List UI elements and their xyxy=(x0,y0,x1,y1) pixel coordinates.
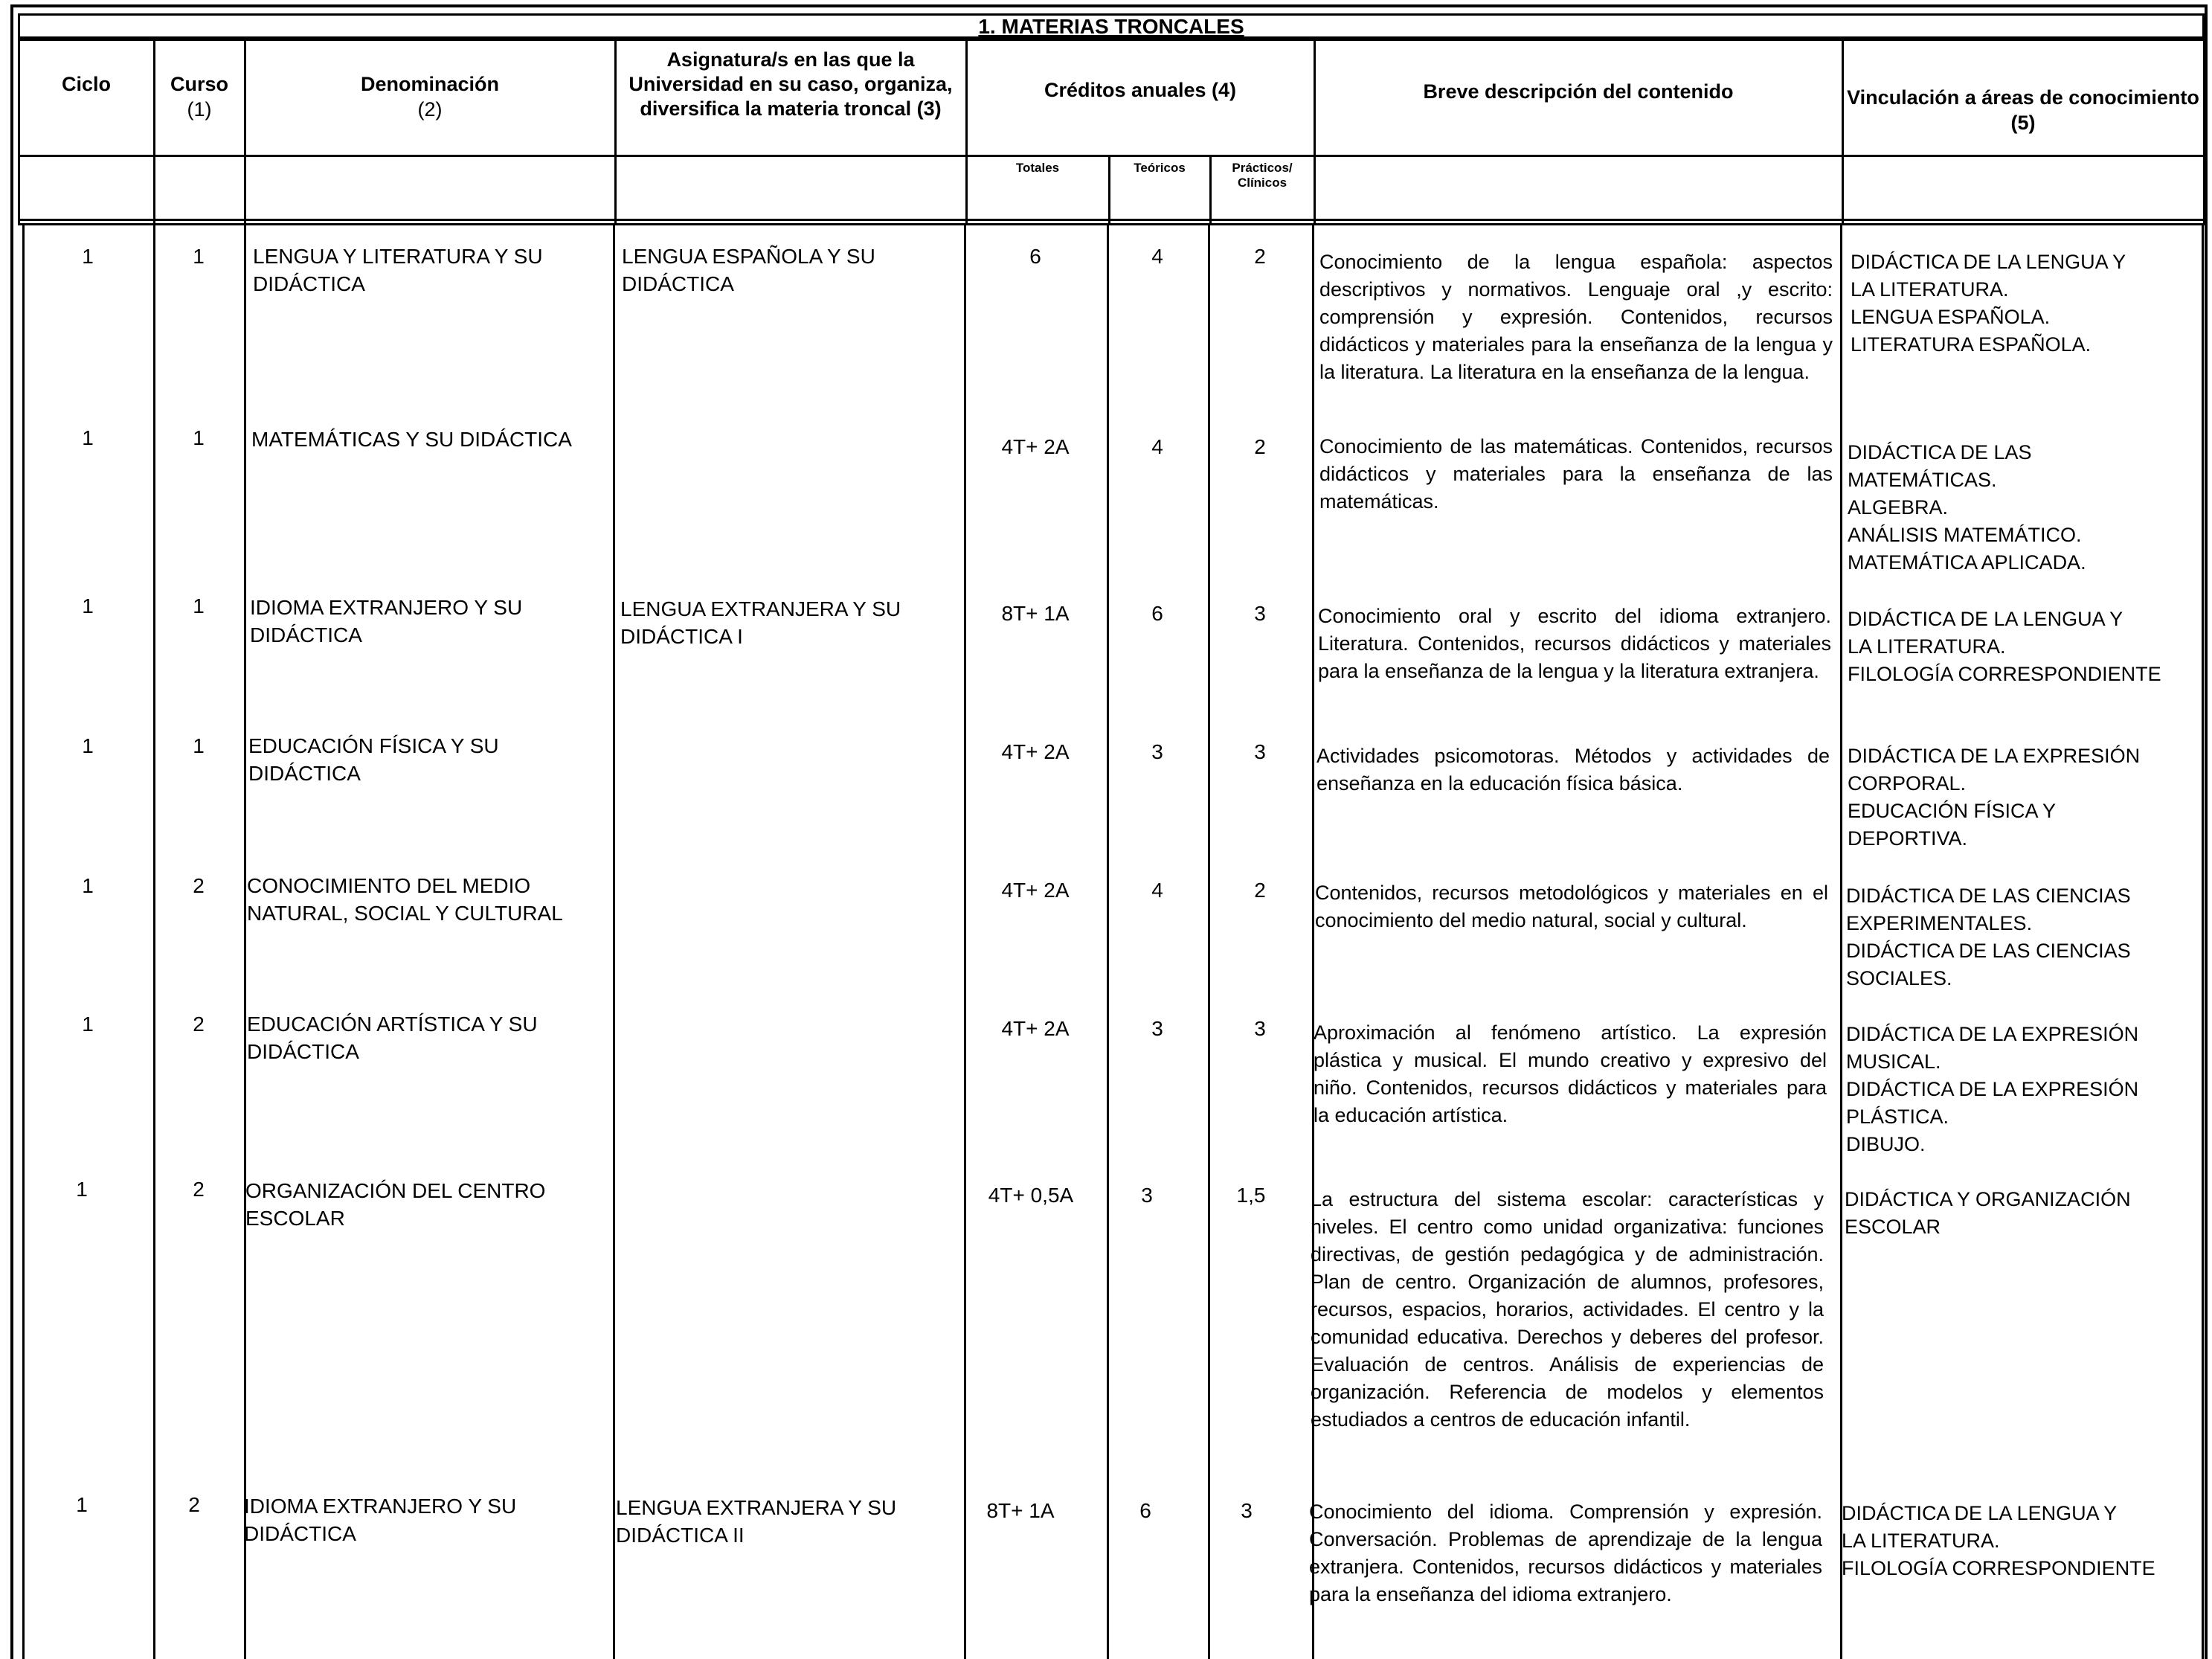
cell-teoricos: 3 xyxy=(1151,1017,1163,1040)
cell-practicos: 3 xyxy=(1254,740,1266,763)
hdr-col-line xyxy=(965,39,968,223)
header-curso xyxy=(155,71,244,122)
cell-teoricos: 4 xyxy=(1151,435,1163,458)
area-line: DIDÁCTICA DE LAS CIENCIAS xyxy=(1846,885,2131,907)
hdr-col-line xyxy=(2203,39,2205,223)
cell-practicos: 2 xyxy=(1254,879,1266,902)
cell-descripcion: Contenidos, recursos metodológicos y materiales en el conocimiento del medio natural, social y cultural. xyxy=(1315,882,1828,931)
cell-denominacion: IDIOMA EXTRANJERO Y SU DIDÁCTICA xyxy=(244,1495,517,1545)
area-line: ANÁLISIS MATEMÁTICO. xyxy=(1848,524,2082,546)
area-line: DIDÁCTICA DE LA EXPRESIÓN xyxy=(1848,745,2141,767)
cell-curso: 2 xyxy=(193,1013,205,1036)
cell-teoricos: 4 xyxy=(1151,879,1163,902)
cell-descripcion: Conocimiento oral y escrito del idioma extranjero. Literatura. Contenidos, recursos didácticos y materiales para la enseñanza de la lengua y la literatura extranjera. xyxy=(1318,605,1831,682)
cell-asignatura: LENGUA EXTRANJERA Y SU DIDÁCTICA II xyxy=(616,1496,897,1547)
area-line: DIDÁCTICA DE LA LENGUA Y xyxy=(1851,251,2126,273)
area-line: DIDÁCTICA DE LAS xyxy=(1848,441,2032,463)
area-line: LENGUA ESPAÑOLA. xyxy=(1851,306,2051,328)
area-line: ALGEBRA. xyxy=(1848,496,1949,519)
area-line: EXPERIMENTALES. xyxy=(1846,912,2033,934)
cell-areas xyxy=(1848,742,2197,853)
header-vinculacion: Vinculación a áreas de conocimiento (5) xyxy=(1847,86,2199,134)
cell-asignatura: LENGUA EXTRANJERA Y SU DIDÁCTICA I xyxy=(620,597,901,648)
area-line: FILOLOGÍA CORRESPONDIENTE xyxy=(1842,1557,2155,1579)
area-line: SOCIALES. xyxy=(1846,967,1952,989)
body-col-line xyxy=(1312,223,1314,1659)
cell-teoricos: 3 xyxy=(1141,1184,1153,1207)
area-line: MATEMÁTICA APLICADA. xyxy=(1848,551,2086,574)
area-line: DIDÁCTICA DE LAS CIENCIAS xyxy=(1846,940,2131,962)
area-line: LA LITERATURA. xyxy=(1851,278,2009,301)
header-teoricos: Teóricos xyxy=(1134,161,1186,175)
cell-ciclo: 1 xyxy=(82,245,94,268)
cell-curso: 1 xyxy=(193,734,205,757)
cell-descripcion: Conocimiento del idioma. Comprensión y expresión. Conversación. Problemas de aprendizaje de la lengua extranjera. Contenidos, recursos didácticos y materiales para la enseñanza del idioma extranjero. xyxy=(1309,1501,1822,1605)
cell-descripcion: La estructura del sistema escolar: características y niveles. El centro como unidad organizativa: funciones directivas, de gestión pedagógica y de administración. Plan de centro. Organización de alumnos, profesores, recursos, espacios, horarios, actividades. El centro y la comunidad educativa. Derechos y deberes del profesor. Evaluación de centros. Análisis de experiencias de organización. Referencia de modelos y elementos estudiados a centros de educación infantil. xyxy=(1311,1188,1824,1431)
cell-teoricos: 6 xyxy=(1139,1499,1151,1522)
header-curso-note: (1) xyxy=(187,98,212,121)
area-line: DEPORTIVA. xyxy=(1848,827,1968,850)
cell-areas xyxy=(1846,1021,2196,1158)
area-line: PLÁSTICA. xyxy=(1846,1106,1949,1128)
header-denominacion-label: Denominación xyxy=(360,73,500,95)
header-totales: Totales xyxy=(1015,161,1060,175)
cell-denominacion: CONOCIMIENTO DEL MEDIO NATURAL, SOCIAL Y CULTURAL xyxy=(247,874,563,925)
cell-practicos: 2 xyxy=(1254,435,1266,458)
cell-denominacion: LENGUA Y LITERATURA Y SU DIDÁCTICA xyxy=(253,245,543,295)
area-line: DIDÁCTICA DE LA EXPRESIÓN xyxy=(1846,1078,2139,1100)
cell-ciclo: 1 xyxy=(76,1178,88,1201)
cell-ciclo: 1 xyxy=(82,734,94,757)
cell-ciclo: 1 xyxy=(82,1013,94,1036)
table-title-text: 1. MATERIAS TRONCALES xyxy=(978,15,1244,38)
area-line: FILOLOGÍA CORRESPONDIENTE xyxy=(1848,663,2161,685)
header-curso-label: Curso xyxy=(170,73,228,95)
cell-descripcion: Conocimiento de las matemáticas. Contenidos, recursos didácticos y materiales para la enseñanza de las matemáticas. xyxy=(1319,435,1833,513)
area-line: ESCOLAR xyxy=(1845,1216,1941,1238)
header-creditos: Créditos anuales (4) xyxy=(1044,79,1237,101)
cell-ciclo: 1 xyxy=(82,594,94,617)
cell-curso: 1 xyxy=(193,245,205,268)
cell-curso: 1 xyxy=(193,426,205,449)
cell-practicos: 3 xyxy=(1254,602,1266,625)
cell-areas xyxy=(1851,248,2200,359)
table-title xyxy=(18,13,2205,39)
cell-practicos: 3 xyxy=(1241,1499,1253,1522)
cell-totales: 4T+ 0,5A xyxy=(988,1184,1074,1207)
cell-areas xyxy=(1842,1500,2200,1582)
header-denominacion-note: (2) xyxy=(417,98,443,121)
area-line: DIDÁCTICA DE LA EXPRESIÓN xyxy=(1846,1023,2139,1045)
cell-teoricos: 6 xyxy=(1151,602,1163,625)
area-line: DIDÁCTICA Y ORGANIZACIÓN xyxy=(1845,1188,2131,1210)
body-col-line xyxy=(244,223,246,1659)
cell-curso: 2 xyxy=(188,1493,200,1516)
cell-asignatura: LENGUA ESPAÑOLA Y SU DIDÁCTICA xyxy=(622,245,875,295)
cell-totales: 4T+ 2A xyxy=(1001,1017,1070,1040)
hdr-col-line xyxy=(1314,39,1316,223)
area-line: DIDÁCTICA DE LA LENGUA Y xyxy=(1842,1502,2118,1524)
cell-areas xyxy=(1848,439,2197,577)
area-line: LITERATURA ESPAÑOLA. xyxy=(1851,333,2092,356)
cell-totales: 6 xyxy=(1029,245,1041,268)
cell-teoricos: 4 xyxy=(1151,245,1163,268)
cell-denominacion: IDIOMA EXTRANJERO Y SU DIDÁCTICA xyxy=(250,596,523,646)
cell-denominacion: EDUCACIÓN FÍSICA Y SU DIDÁCTICA xyxy=(248,734,499,785)
area-line: MATEMÁTICAS. xyxy=(1848,469,1997,491)
body-col-line xyxy=(1840,223,1842,1659)
cell-denominacion: ORGANIZACIÓN DEL CENTRO ESCOLAR xyxy=(245,1179,546,1230)
header-mid-rule xyxy=(18,155,2205,157)
header-descripcion: Breve descripción del contenido xyxy=(1423,80,1734,103)
header-bottom-rule-2 xyxy=(18,223,2205,225)
hdr-col-line xyxy=(244,39,246,223)
header-practicos: Prácticos/ Clínicos xyxy=(1232,161,1293,190)
cell-totales: 4T+ 2A xyxy=(1001,740,1070,763)
area-line: LA LITERATURA. xyxy=(1842,1530,2000,1552)
body-col-line xyxy=(613,223,615,1659)
cell-descripcion: Aproximación al fenómeno artístico. La expresión plástica y musical. El mundo creativo y expresivo del niño. Contenidos, recursos didácticos y materiales para la educación artística. xyxy=(1314,1021,1827,1126)
cell-ciclo: 1 xyxy=(82,874,94,897)
cell-ciclo: 1 xyxy=(82,426,94,449)
header-denominacion xyxy=(245,71,614,122)
area-line: MUSICAL. xyxy=(1846,1050,1941,1073)
cell-totales: 8T+ 1A xyxy=(986,1499,1055,1522)
hdr-col-line xyxy=(153,39,155,223)
cell-denominacion: EDUCACIÓN ARTÍSTICA Y SU DIDÁCTICA xyxy=(247,1013,538,1063)
cell-curso: 2 xyxy=(193,874,205,897)
cell-totales: 4T+ 2A xyxy=(1001,435,1070,458)
cell-ciclo: 1 xyxy=(76,1493,88,1516)
cell-curso: 2 xyxy=(193,1178,205,1201)
hdr-col-line xyxy=(18,39,20,223)
cell-totales: 8T+ 1A xyxy=(1001,602,1070,625)
cell-areas xyxy=(1845,1186,2194,1241)
area-line: DIBUJO. xyxy=(1846,1133,1926,1155)
cell-curso: 1 xyxy=(193,594,205,617)
cell-practicos: 1,5 xyxy=(1236,1184,1266,1207)
cell-areas xyxy=(1848,606,2202,688)
cell-totales: 4T+ 2A xyxy=(1001,879,1070,902)
cell-areas xyxy=(1846,882,2196,992)
cell-descripcion: Conocimiento de la lengua española: aspectos descriptivos y normativos. Lenguaje oral ,y escrito: comprensión y expresión. Contenidos, recursos didácticos y materiales para la enseñanza de la lengua y la literatura. La literatura en la enseñanza de la lengua. xyxy=(1319,251,1833,383)
header-asignaturas: Asignatura/s en las que la Universidad en su caso, organiza, diversifica la materia troncal (3) xyxy=(628,48,953,120)
cell-practicos: 3 xyxy=(1254,1017,1266,1040)
header-top-rule xyxy=(18,39,2205,41)
header-bottom-rule xyxy=(18,219,2205,221)
cell-descripcion: Actividades psicomotoras. Métodos y actividades de enseñanza en la educación física básica. xyxy=(1316,745,1830,795)
body-col-line xyxy=(2202,223,2204,1659)
area-line: CORPORAL. xyxy=(1848,772,1967,795)
cell-denominacion: MATEMÁTICAS Y SU DIDÁCTICA xyxy=(251,428,572,451)
header-ciclo: Ciclo xyxy=(61,73,111,95)
area-line: EDUCACIÓN FÍSICA Y xyxy=(1848,800,2057,822)
area-line: DIDÁCTICA DE LA LENGUA Y xyxy=(1848,608,2123,630)
cell-practicos: 2 xyxy=(1254,245,1266,268)
hdr-col-line xyxy=(1209,155,1212,223)
area-line: LA LITERATURA. xyxy=(1848,635,2006,658)
cell-teoricos: 3 xyxy=(1151,740,1163,763)
hdr-col-line xyxy=(614,39,617,223)
